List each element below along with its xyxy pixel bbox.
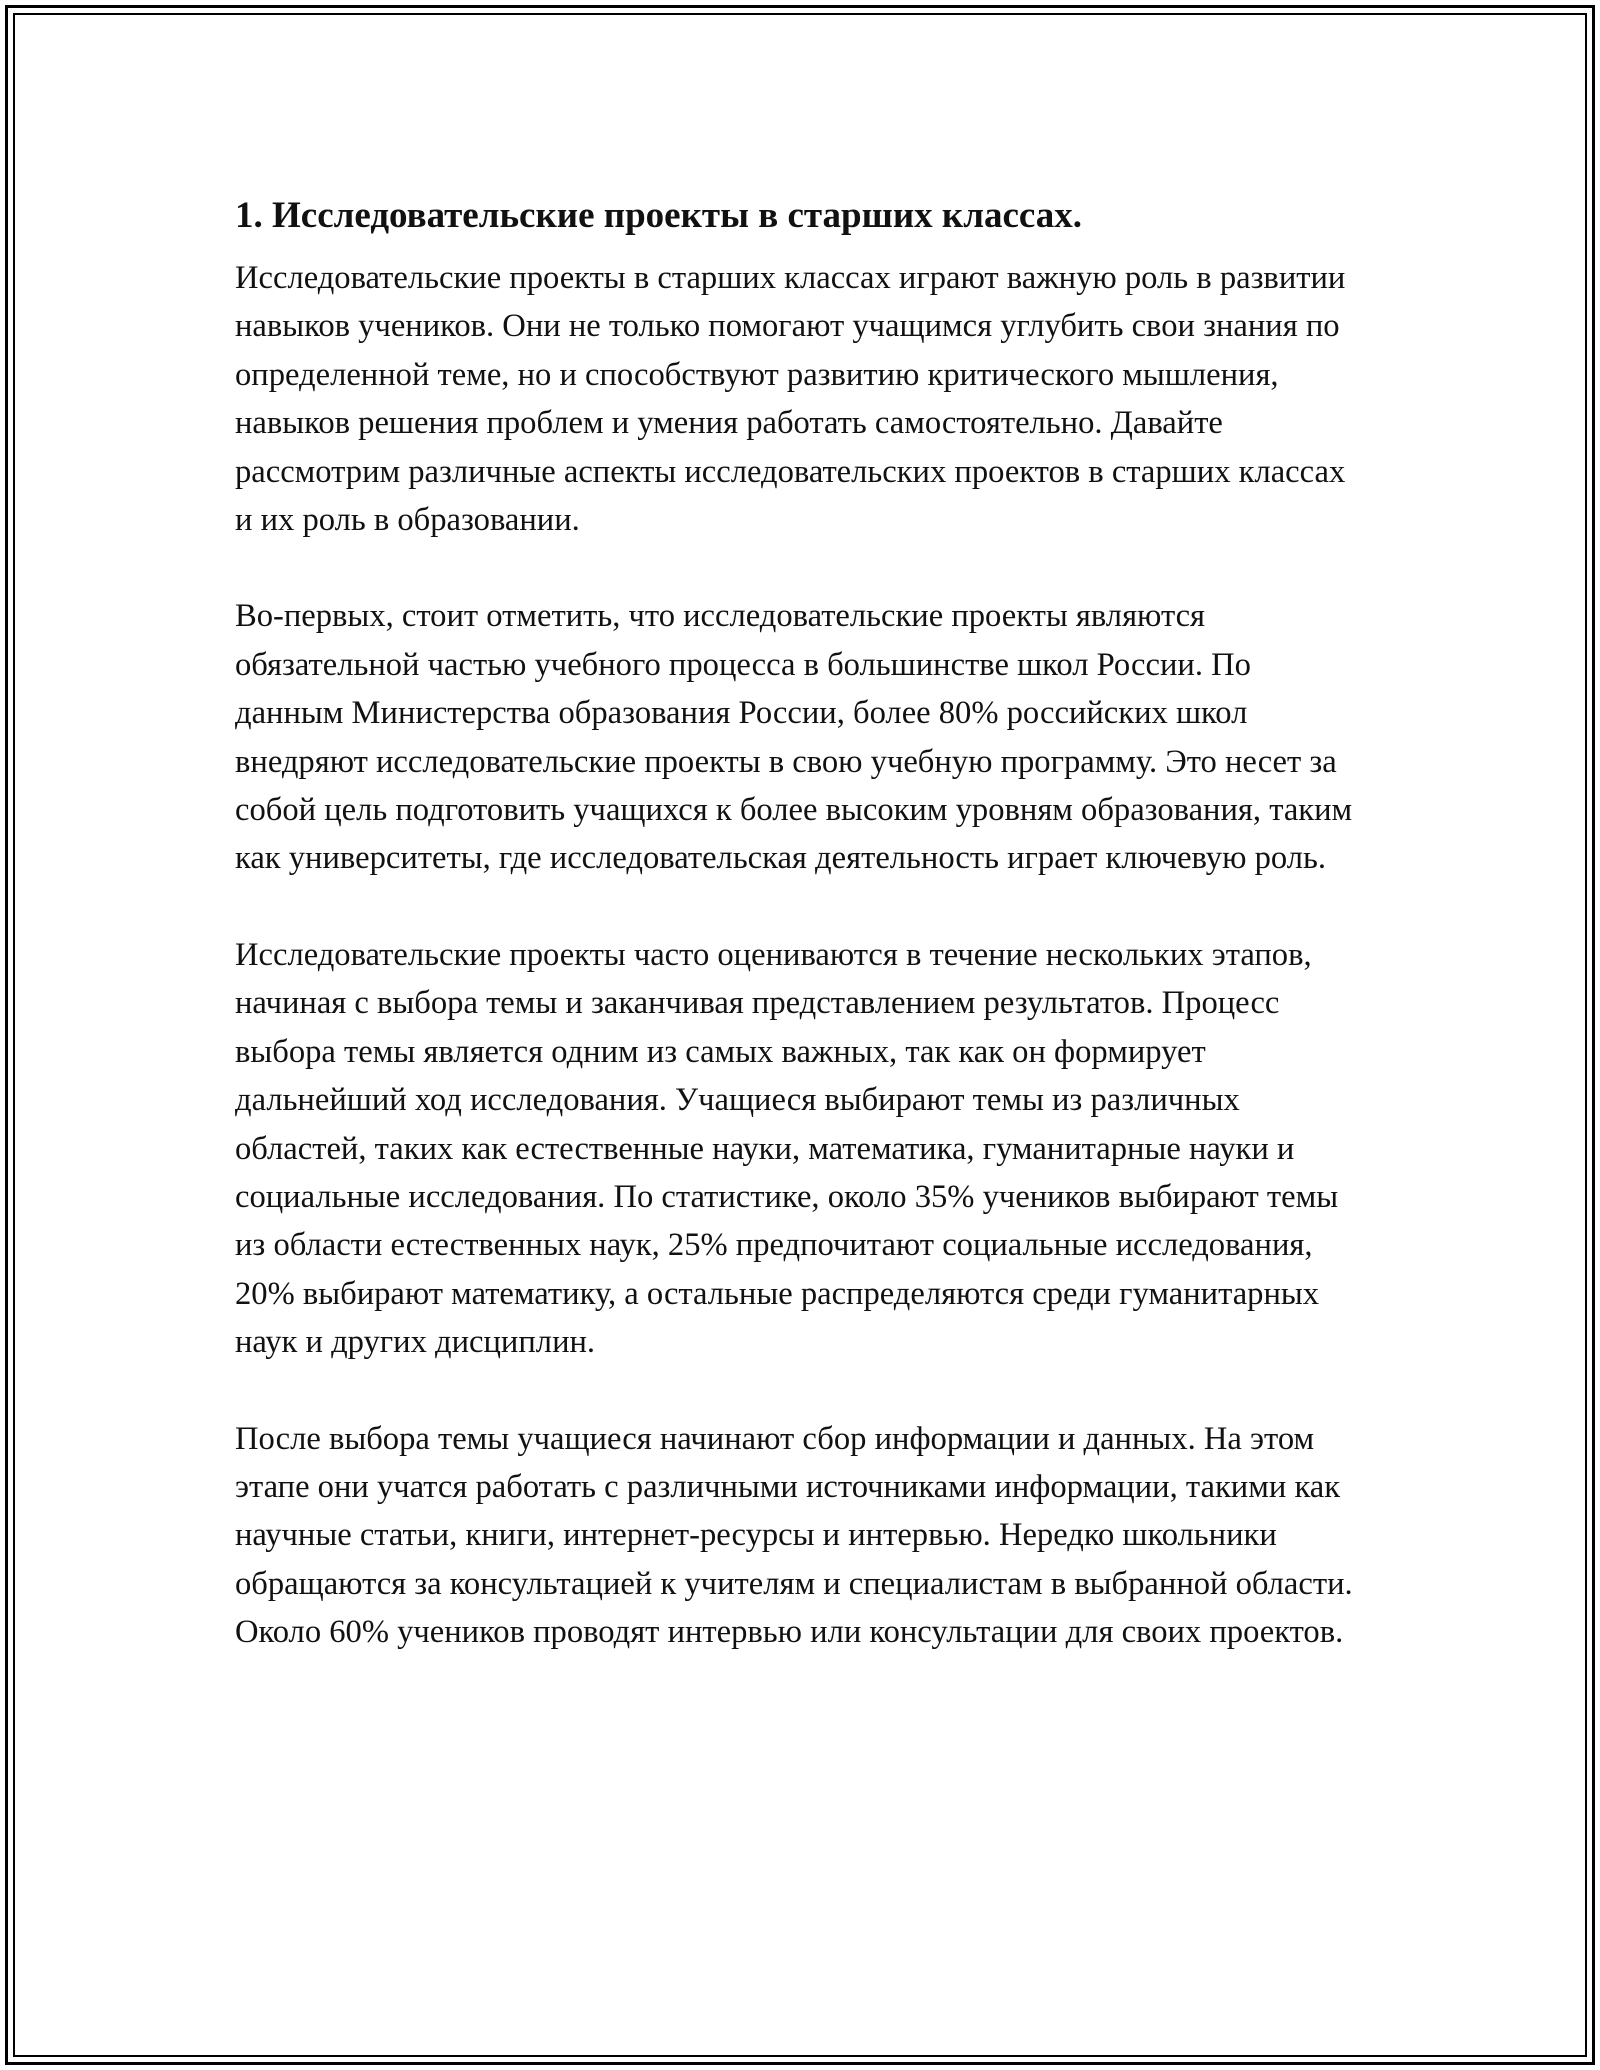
- document-body: [235, 186, 1365, 1657]
- paragraph-data-collection: После выбора темы учащиеся начинают сбор информации и данных. На этом этапе они учатся работать с различными источниками информации, такими как научные статьи, книги, интернет-ресурсы и интервью. Нередко школьники обращаются за консультацией к учителям и специалистам в выбранной области. Около 60% учеников проводят интервью или консультации для своих проектов.: [235, 1420, 1353, 1651]
- paragraph-curriculum: Во-первых, стоит отметить, что исследовательские проекты являются обязательной частью учебного процесса в большинстве школ России. По данным Министерства образования России, более 80% российских школ внедряют исследовательские проекты в свою учебную программу. Это несет за собой цель подготовить учащихся к более высоким уровням образования, таким как университеты, где исследовательская деятельность играет ключевую роль.: [235, 598, 1353, 877]
- paragraph-intro: Исследовательские проекты в старших классах играют важную роль в развитии навыков учеников. Они не только помогают учащимся углубить свои знания по определенной теме, но и способствуют развитию критического мышления, навыков решения проблем и умения работать самостоятельно. Давайте рассмотрим различные аспекты исследовательских проектов в старших классах и их роль в образовании.: [235, 260, 1346, 539]
- paragraph-topic-selection: Исследовательские проекты часто оцениваются в течение нескольких этапов, начиная с выбора темы и заканчивая представлением результатов. Процесс выбора темы является одним из самых важных, так как он формирует дальнейший ход исследования. Учащиеся выбирают темы из различных областей, таких как естественные науки, математика, гуманитарные науки и социальные исследования. По статистике, около 35% учеников выбирают темы из области естественных наук, 25% предпочитают социальные исследования, 20% выбирают математику, а остальные распределяются среди гуманитарных наук и других дисциплин.: [235, 936, 1339, 1361]
- section-heading: 1. Исследовательские проекты в старших классах.: [235, 195, 1083, 236]
